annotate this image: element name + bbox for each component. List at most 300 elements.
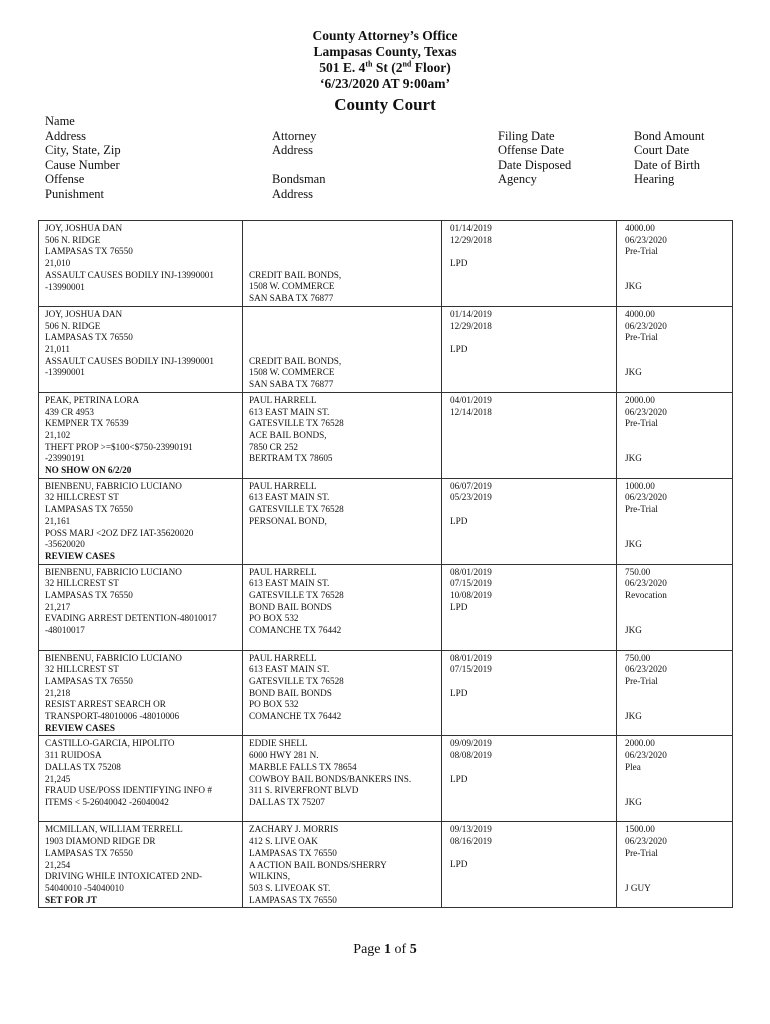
cell-line: Pre-Trial bbox=[625, 847, 658, 858]
cell-line: CASTILLO-GARCIA, HIPOLITO bbox=[45, 738, 175, 749]
cell-line: TRANSPORT-48010006 -48010006 bbox=[45, 711, 180, 722]
cell-line: 21,217 bbox=[45, 601, 71, 612]
column-legend bbox=[45, 114, 740, 209]
cell-line: COWBOY BAIL BONDS/BANKERS INS. bbox=[249, 773, 412, 784]
cell-line bbox=[448, 246, 610, 258]
cell-line bbox=[448, 676, 610, 688]
cell-line bbox=[249, 235, 435, 247]
cell-line: 21,102 bbox=[45, 429, 71, 440]
cell-line: LAMPASAS TX 76550 bbox=[45, 847, 133, 858]
cell-line: DRIVING WHILE INTOXICATED 2ND- bbox=[45, 871, 203, 882]
cell-line: LAMPASAS TX 76550 bbox=[249, 847, 337, 858]
cell-line: 54040010 -54040010 bbox=[45, 882, 124, 893]
cell-line: 750.00 bbox=[625, 566, 651, 577]
legend-label: Agency bbox=[498, 172, 537, 187]
cell-line: ITEMS < 5-26040042 -26040042 bbox=[45, 797, 169, 807]
cell-line: GATESVILLE TX 76528 bbox=[249, 675, 344, 686]
legend-label: Attorney bbox=[272, 128, 317, 143]
cell-line: POSS MARJ <2OZ DFZ IAT-35620020 bbox=[45, 527, 194, 538]
cell-line bbox=[448, 430, 610, 442]
case-defendant-cell bbox=[39, 822, 243, 908]
cell-line: 06/07/2019 bbox=[450, 480, 492, 491]
cell-line: CREDIT BAIL BONDS, bbox=[249, 355, 342, 366]
legend-label: Filing Date bbox=[498, 128, 555, 143]
cell-line: 06/23/2020 bbox=[625, 578, 667, 589]
case-bond-hearing-cell bbox=[617, 736, 733, 822]
cell-line bbox=[448, 883, 610, 895]
table-row bbox=[39, 221, 733, 307]
cell-line bbox=[249, 246, 435, 258]
cell-line: 613 EAST MAIN ST. bbox=[249, 492, 330, 503]
cell-line bbox=[249, 321, 435, 333]
legend-label: Offense bbox=[45, 172, 85, 187]
cell-line bbox=[448, 762, 610, 774]
cell-line bbox=[45, 379, 236, 391]
cell-line: DALLAS TX 75207 bbox=[249, 797, 325, 807]
case-bond-hearing-cell bbox=[617, 564, 733, 650]
court-title: County Court bbox=[334, 95, 436, 114]
cell-line: ASSAULT CAUSES BODILY INJ-13990001 bbox=[45, 355, 214, 366]
cell-line: MCMILLAN, WILLIAM TERRELL bbox=[45, 824, 183, 835]
legend-label: Cause Number bbox=[45, 157, 120, 172]
cell-line bbox=[249, 809, 435, 821]
cell-line bbox=[249, 539, 435, 551]
case-attorney-bondsman-cell bbox=[243, 650, 442, 736]
cell-line: 21,010 bbox=[45, 258, 71, 269]
case-attorney-bondsman-cell bbox=[243, 221, 442, 307]
cell-line: 08/01/2019 bbox=[450, 652, 492, 663]
cell-line: A ACTION BAIL BONDS/SHERRY bbox=[249, 859, 387, 870]
cell-line: LPD bbox=[450, 859, 468, 870]
case-bond-hearing-cell bbox=[617, 650, 733, 736]
cell-line: BIENBENU, FABRICIO LUCIANO bbox=[45, 480, 182, 491]
legend-label: City, State, Zip bbox=[45, 143, 121, 158]
cell-line: JKG bbox=[625, 453, 642, 464]
cell-line: ASSAULT CAUSES BODILY INJ-13990001 bbox=[45, 269, 214, 280]
case-bond-hearing-cell bbox=[617, 822, 733, 908]
cell-line: GATESVILLE TX 76528 bbox=[249, 418, 344, 429]
case-dates-cell bbox=[442, 478, 617, 564]
document-header bbox=[0, 28, 770, 116]
cell-line: COMANCHE TX 76442 bbox=[249, 625, 342, 636]
legend-label: Offense Date bbox=[498, 143, 565, 158]
legend-label: Address bbox=[272, 186, 313, 201]
cell-line: 1500.00 bbox=[625, 824, 655, 835]
cell-line bbox=[448, 293, 610, 305]
cell-line: GATESVILLE TX 76528 bbox=[249, 504, 344, 515]
table-row bbox=[39, 478, 733, 564]
cell-line bbox=[448, 504, 610, 516]
case-defendant-cell bbox=[39, 736, 243, 822]
case-defendant-cell bbox=[39, 478, 243, 564]
table-row bbox=[39, 736, 733, 822]
cell-line: 06/23/2020 bbox=[625, 406, 667, 417]
cell-line bbox=[623, 723, 726, 735]
cell-line bbox=[448, 367, 610, 379]
cell-line: LAMPASAS TX 76550 bbox=[45, 590, 133, 601]
cell-line: FRAUD USE/POSS IDENTIFYING INFO # bbox=[45, 785, 212, 796]
cell-line bbox=[448, 699, 610, 711]
cell-line: -13990001 bbox=[45, 367, 85, 378]
cell-line: PERSONAL BOND, bbox=[249, 515, 327, 526]
cell-line bbox=[448, 453, 610, 465]
cell-line bbox=[448, 711, 610, 723]
cell-line: SAN SABA TX 76877 bbox=[249, 379, 334, 390]
legend-col-2 bbox=[272, 114, 325, 202]
cell-line: 06/23/2020 bbox=[625, 664, 667, 675]
cell-line: 32 HILLCREST ST bbox=[45, 664, 119, 675]
cell-line bbox=[249, 309, 435, 321]
cell-line: 08/08/2019 bbox=[450, 750, 492, 761]
cell-line: JKG bbox=[625, 711, 642, 722]
cell-line bbox=[623, 356, 726, 368]
cell-line bbox=[623, 430, 726, 442]
cell-line bbox=[448, 270, 610, 282]
cell-line: 06/23/2020 bbox=[625, 836, 667, 847]
cell-line bbox=[623, 809, 726, 821]
cell-line: 750.00 bbox=[625, 652, 651, 663]
cell-line: CREDIT BAIL BONDS, bbox=[249, 269, 342, 280]
cell-line: JKG bbox=[625, 796, 642, 807]
cell-line: 32 HILLCREST ST bbox=[45, 492, 119, 503]
legend-label bbox=[634, 187, 705, 202]
legend-col-4 bbox=[634, 114, 705, 202]
legend-label: Date Disposed bbox=[498, 157, 572, 172]
office-address: 501 E. 4th St (2nd Floor) bbox=[319, 59, 451, 75]
legend-label bbox=[498, 114, 571, 129]
cell-line: BOND BAIL BONDS bbox=[249, 601, 332, 612]
cell-line: Revocation bbox=[625, 590, 667, 601]
cell-line bbox=[623, 528, 726, 540]
cell-line bbox=[448, 785, 610, 797]
cell-line bbox=[448, 625, 610, 637]
cell-line: 311 RUIDOSA bbox=[45, 750, 102, 761]
cell-line bbox=[623, 293, 726, 305]
case-dates-cell bbox=[442, 392, 617, 478]
cell-line: 08/16/2019 bbox=[450, 836, 492, 847]
cell-line: 07/15/2019 bbox=[450, 578, 492, 589]
cell-line bbox=[249, 258, 435, 270]
cell-line bbox=[448, 442, 610, 454]
cell-line bbox=[448, 332, 610, 344]
cell-line bbox=[448, 379, 610, 391]
cell-line bbox=[45, 293, 236, 305]
cell-line bbox=[623, 258, 726, 270]
cell-line bbox=[249, 332, 435, 344]
cell-line bbox=[623, 895, 726, 907]
cell-line: 2000.00 bbox=[625, 738, 655, 749]
cell-line bbox=[448, 539, 610, 551]
case-bond-hearing-cell bbox=[617, 478, 733, 564]
cell-line: LAMPASAS TX 76550 bbox=[45, 332, 133, 343]
cell-line: WILKINS, bbox=[249, 871, 291, 882]
cell-line: JOY, JOSHUA DAN bbox=[45, 223, 123, 233]
cell-line: ACE BAIL BONDS, bbox=[249, 429, 327, 440]
cell-line: 21,161 bbox=[45, 515, 71, 526]
cell-line: 506 N. RIDGE bbox=[45, 234, 101, 245]
cell-line: Pre-Trial bbox=[625, 332, 658, 343]
case-table bbox=[38, 220, 733, 908]
cell-line: JKG bbox=[625, 367, 642, 378]
cell-line: 2000.00 bbox=[625, 394, 655, 405]
case-attorney-bondsman-cell bbox=[243, 478, 442, 564]
case-defendant-cell bbox=[39, 650, 243, 736]
cell-line bbox=[623, 270, 726, 282]
cell-line bbox=[623, 699, 726, 711]
table-row bbox=[39, 650, 733, 736]
cell-line bbox=[448, 281, 610, 293]
page-number: 1 bbox=[384, 942, 392, 957]
cell-line bbox=[249, 465, 435, 477]
cell-line bbox=[623, 465, 726, 477]
cell-line bbox=[448, 797, 610, 809]
cell-line: Plea bbox=[625, 761, 641, 772]
cell-line: Pre-Trial bbox=[625, 246, 658, 257]
cell-line: LPD bbox=[450, 773, 468, 784]
cell-line: 09/09/2019 bbox=[450, 738, 492, 749]
cell-line bbox=[448, 809, 610, 821]
cell-line: JOY, JOSHUA DAN bbox=[45, 308, 123, 319]
cell-line: BIENBENU, FABRICIO LUCIANO bbox=[45, 652, 182, 663]
cell-line: EDDIE SHELL bbox=[249, 738, 308, 749]
legend-col-1 bbox=[45, 114, 121, 202]
legend-label bbox=[634, 114, 705, 129]
cell-line bbox=[623, 688, 726, 700]
cell-line: 613 EAST MAIN ST. bbox=[249, 406, 330, 417]
cell-line: -23990191 bbox=[45, 453, 85, 464]
cell-line: SAN SABA TX 76877 bbox=[249, 293, 334, 304]
cell-line: 04/01/2019 bbox=[450, 394, 492, 405]
case-status-note: SET FOR JT bbox=[45, 894, 97, 905]
cell-line: BERTRAM TX 78605 bbox=[249, 453, 333, 464]
cell-line: 21,254 bbox=[45, 859, 71, 870]
cell-line: COMANCHE TX 76442 bbox=[249, 711, 342, 722]
cell-line: 412 S. LIVE OAK bbox=[249, 836, 318, 847]
cell-line: LAMPASAS TX 76550 bbox=[45, 246, 133, 257]
cell-line: 1508 W. COMMERCE bbox=[249, 281, 335, 292]
cell-line bbox=[623, 774, 726, 786]
cell-line: 06/23/2020 bbox=[625, 492, 667, 503]
case-attorney-bondsman-cell bbox=[243, 392, 442, 478]
case-bond-hearing-cell bbox=[617, 221, 733, 307]
cell-line: ZACHARY J. MORRIS bbox=[249, 824, 339, 835]
cell-line: 4000.00 bbox=[625, 308, 655, 319]
cell-line: 06/23/2020 bbox=[625, 750, 667, 761]
cell-line bbox=[623, 871, 726, 883]
cell-line: PAUL HARRELL bbox=[249, 652, 317, 663]
table-row bbox=[39, 392, 733, 478]
legend-label: Date of Birth bbox=[634, 157, 700, 172]
table-row bbox=[39, 564, 733, 650]
case-status-note: NO SHOW ON 6/2/20 bbox=[45, 465, 132, 476]
cell-line bbox=[623, 613, 726, 625]
cell-line bbox=[249, 723, 435, 735]
cell-line bbox=[249, 637, 435, 649]
session-date: ‘6/23/2020 AT 9:00am’ bbox=[320, 76, 450, 91]
cell-line: -48010017 bbox=[45, 625, 85, 636]
cell-line bbox=[623, 637, 726, 649]
case-dates-cell bbox=[442, 736, 617, 822]
case-attorney-bondsman-cell bbox=[243, 736, 442, 822]
cell-line: -35620020 bbox=[45, 539, 85, 550]
cell-line: 01/14/2019 bbox=[450, 223, 492, 233]
case-attorney-bondsman-cell bbox=[243, 306, 442, 392]
legend-label: Address bbox=[272, 143, 313, 158]
cell-line bbox=[623, 516, 726, 528]
cell-line: 32 HILLCREST ST bbox=[45, 578, 119, 589]
cell-line: 506 N. RIDGE bbox=[45, 320, 101, 331]
cell-line: 311 S. RIVERFRONT BLVD bbox=[249, 785, 359, 796]
cell-line bbox=[448, 848, 610, 860]
legend-label: Court Date bbox=[634, 143, 690, 158]
cell-line bbox=[448, 418, 610, 430]
cell-line: 09/13/2019 bbox=[450, 824, 492, 835]
county-name: Lampasas County, Texas bbox=[313, 44, 457, 59]
cell-line: 1000.00 bbox=[625, 480, 655, 491]
cell-line bbox=[448, 637, 610, 649]
cell-line: THEFT PROP >=$100<$750-23990191 bbox=[45, 441, 193, 452]
cell-line: PAUL HARRELL bbox=[249, 566, 317, 577]
cell-line: LPD bbox=[450, 601, 468, 612]
cell-line bbox=[448, 871, 610, 883]
office-name: County Attorney’s Office bbox=[312, 28, 458, 43]
cell-line bbox=[448, 613, 610, 625]
cell-line: PO BOX 532 bbox=[249, 699, 299, 710]
case-defendant-cell bbox=[39, 306, 243, 392]
cell-line bbox=[623, 785, 726, 797]
legend-label: Bondsman bbox=[272, 172, 326, 187]
cell-line bbox=[249, 223, 435, 235]
cell-line bbox=[45, 637, 236, 649]
legend-label: Address bbox=[45, 128, 86, 143]
cell-line: RESIST ARREST SEARCH OR bbox=[45, 699, 166, 710]
case-dates-cell bbox=[442, 650, 617, 736]
legend-label: Name bbox=[45, 114, 75, 128]
cell-line: 10/08/2019 bbox=[450, 590, 492, 601]
cell-line bbox=[249, 344, 435, 356]
case-dates-cell bbox=[442, 221, 617, 307]
cell-line: 05/23/2019 bbox=[450, 492, 492, 503]
case-dates-cell bbox=[442, 564, 617, 650]
cell-line: 01/14/2019 bbox=[450, 308, 492, 319]
cell-line: 21,218 bbox=[45, 687, 71, 698]
cell-line: 613 EAST MAIN ST. bbox=[249, 578, 330, 589]
cell-line: LAMPASAS TX 76550 bbox=[45, 675, 133, 686]
case-defendant-cell bbox=[39, 392, 243, 478]
cell-line bbox=[448, 551, 610, 563]
cell-line bbox=[623, 860, 726, 872]
cell-line: 06/23/2020 bbox=[625, 320, 667, 331]
case-dates-cell bbox=[442, 306, 617, 392]
page-footer: Page 1 of 5 bbox=[353, 942, 417, 957]
cell-line: 503 S. LIVEOAK ST. bbox=[249, 882, 331, 893]
cell-line: 1903 DIAMOND RIDGE DR bbox=[45, 836, 156, 847]
cell-line: 21,011 bbox=[45, 344, 70, 355]
table-row bbox=[39, 306, 733, 392]
cell-line: Pre-Trial bbox=[625, 504, 658, 515]
case-defendant-cell bbox=[39, 564, 243, 650]
cell-line bbox=[448, 723, 610, 735]
case-bond-hearing-cell bbox=[617, 392, 733, 478]
cell-line: 08/01/2019 bbox=[450, 566, 492, 577]
cell-line bbox=[448, 895, 610, 907]
page-total: 5 bbox=[409, 942, 417, 957]
cell-line bbox=[249, 551, 435, 563]
cell-line: J GUY bbox=[625, 882, 651, 893]
cell-line: EVADING ARREST DETENTION-48010017 bbox=[45, 613, 217, 624]
cell-line: 07/15/2019 bbox=[450, 664, 492, 675]
cell-line bbox=[623, 602, 726, 614]
cell-line: BOND BAIL BONDS bbox=[249, 687, 332, 698]
cell-line: LAMPASAS TX 76550 bbox=[249, 894, 337, 905]
cell-line: BIENBENU, FABRICIO LUCIANO bbox=[45, 566, 182, 577]
case-attorney-bondsman-cell bbox=[243, 564, 442, 650]
legend-col-3 bbox=[498, 114, 571, 202]
cell-line: LPD bbox=[450, 344, 468, 354]
cell-line: -13990001 bbox=[45, 281, 85, 292]
cell-line: 4000.00 bbox=[625, 223, 655, 233]
cell-line: JKG bbox=[625, 625, 642, 636]
legend-label: Punishment bbox=[45, 186, 105, 201]
cell-line: 12/14/2018 bbox=[450, 406, 492, 417]
cell-line: 613 EAST MAIN ST. bbox=[249, 664, 330, 675]
case-status-note: REVIEW CASES bbox=[45, 722, 116, 733]
cell-line: PAUL HARRELL bbox=[249, 480, 317, 491]
cell-line: 12/29/2018 bbox=[450, 320, 492, 331]
cell-line bbox=[249, 528, 435, 540]
cell-line: LPD bbox=[450, 258, 468, 269]
legend-label bbox=[272, 158, 325, 173]
cell-line bbox=[448, 356, 610, 368]
cell-line bbox=[448, 465, 610, 477]
cell-line: PEAK, PETRINA LORA bbox=[45, 394, 140, 405]
cell-line bbox=[623, 551, 726, 563]
cell-line: KEMPNER TX 76539 bbox=[45, 418, 129, 429]
cell-line: JKG bbox=[625, 281, 642, 292]
legend-label bbox=[272, 114, 325, 129]
cell-line bbox=[623, 379, 726, 391]
case-bond-hearing-cell bbox=[617, 306, 733, 392]
cell-line: 1508 W. COMMERCE bbox=[249, 367, 335, 378]
cell-line: PAUL HARRELL bbox=[249, 394, 317, 405]
legend-label: Hearing bbox=[634, 172, 675, 187]
cell-line: PO BOX 532 bbox=[249, 613, 299, 624]
case-defendant-cell bbox=[39, 221, 243, 307]
cell-line: 21,245 bbox=[45, 773, 71, 784]
cell-line: JKG bbox=[625, 539, 642, 550]
cell-line bbox=[448, 528, 610, 540]
cell-line: GATESVILLE TX 76528 bbox=[249, 590, 344, 601]
cell-line: 439 CR 4953 bbox=[45, 406, 95, 417]
cell-line bbox=[623, 344, 726, 356]
case-status-note: REVIEW CASES bbox=[45, 550, 116, 561]
case-dates-cell bbox=[442, 822, 617, 908]
cell-line: 7850 CR 252 bbox=[249, 441, 299, 452]
cell-line: MARBLE FALLS TX 78654 bbox=[249, 761, 357, 772]
cell-line: 6000 HWY 281 N. bbox=[249, 750, 319, 761]
cell-line: LPD bbox=[450, 515, 468, 526]
table-row bbox=[39, 822, 733, 908]
case-attorney-bondsman-cell bbox=[243, 822, 442, 908]
cell-line: 06/23/2020 bbox=[625, 234, 667, 245]
cell-line: LPD bbox=[450, 687, 468, 698]
cell-line: 12/29/2018 bbox=[450, 234, 492, 245]
cell-line: Pre-Trial bbox=[625, 675, 658, 686]
cell-line: LAMPASAS TX 76550 bbox=[45, 504, 133, 515]
cell-line: Pre-Trial bbox=[625, 418, 658, 429]
legend-label: Bond Amount bbox=[634, 128, 705, 143]
legend-label bbox=[498, 187, 571, 202]
